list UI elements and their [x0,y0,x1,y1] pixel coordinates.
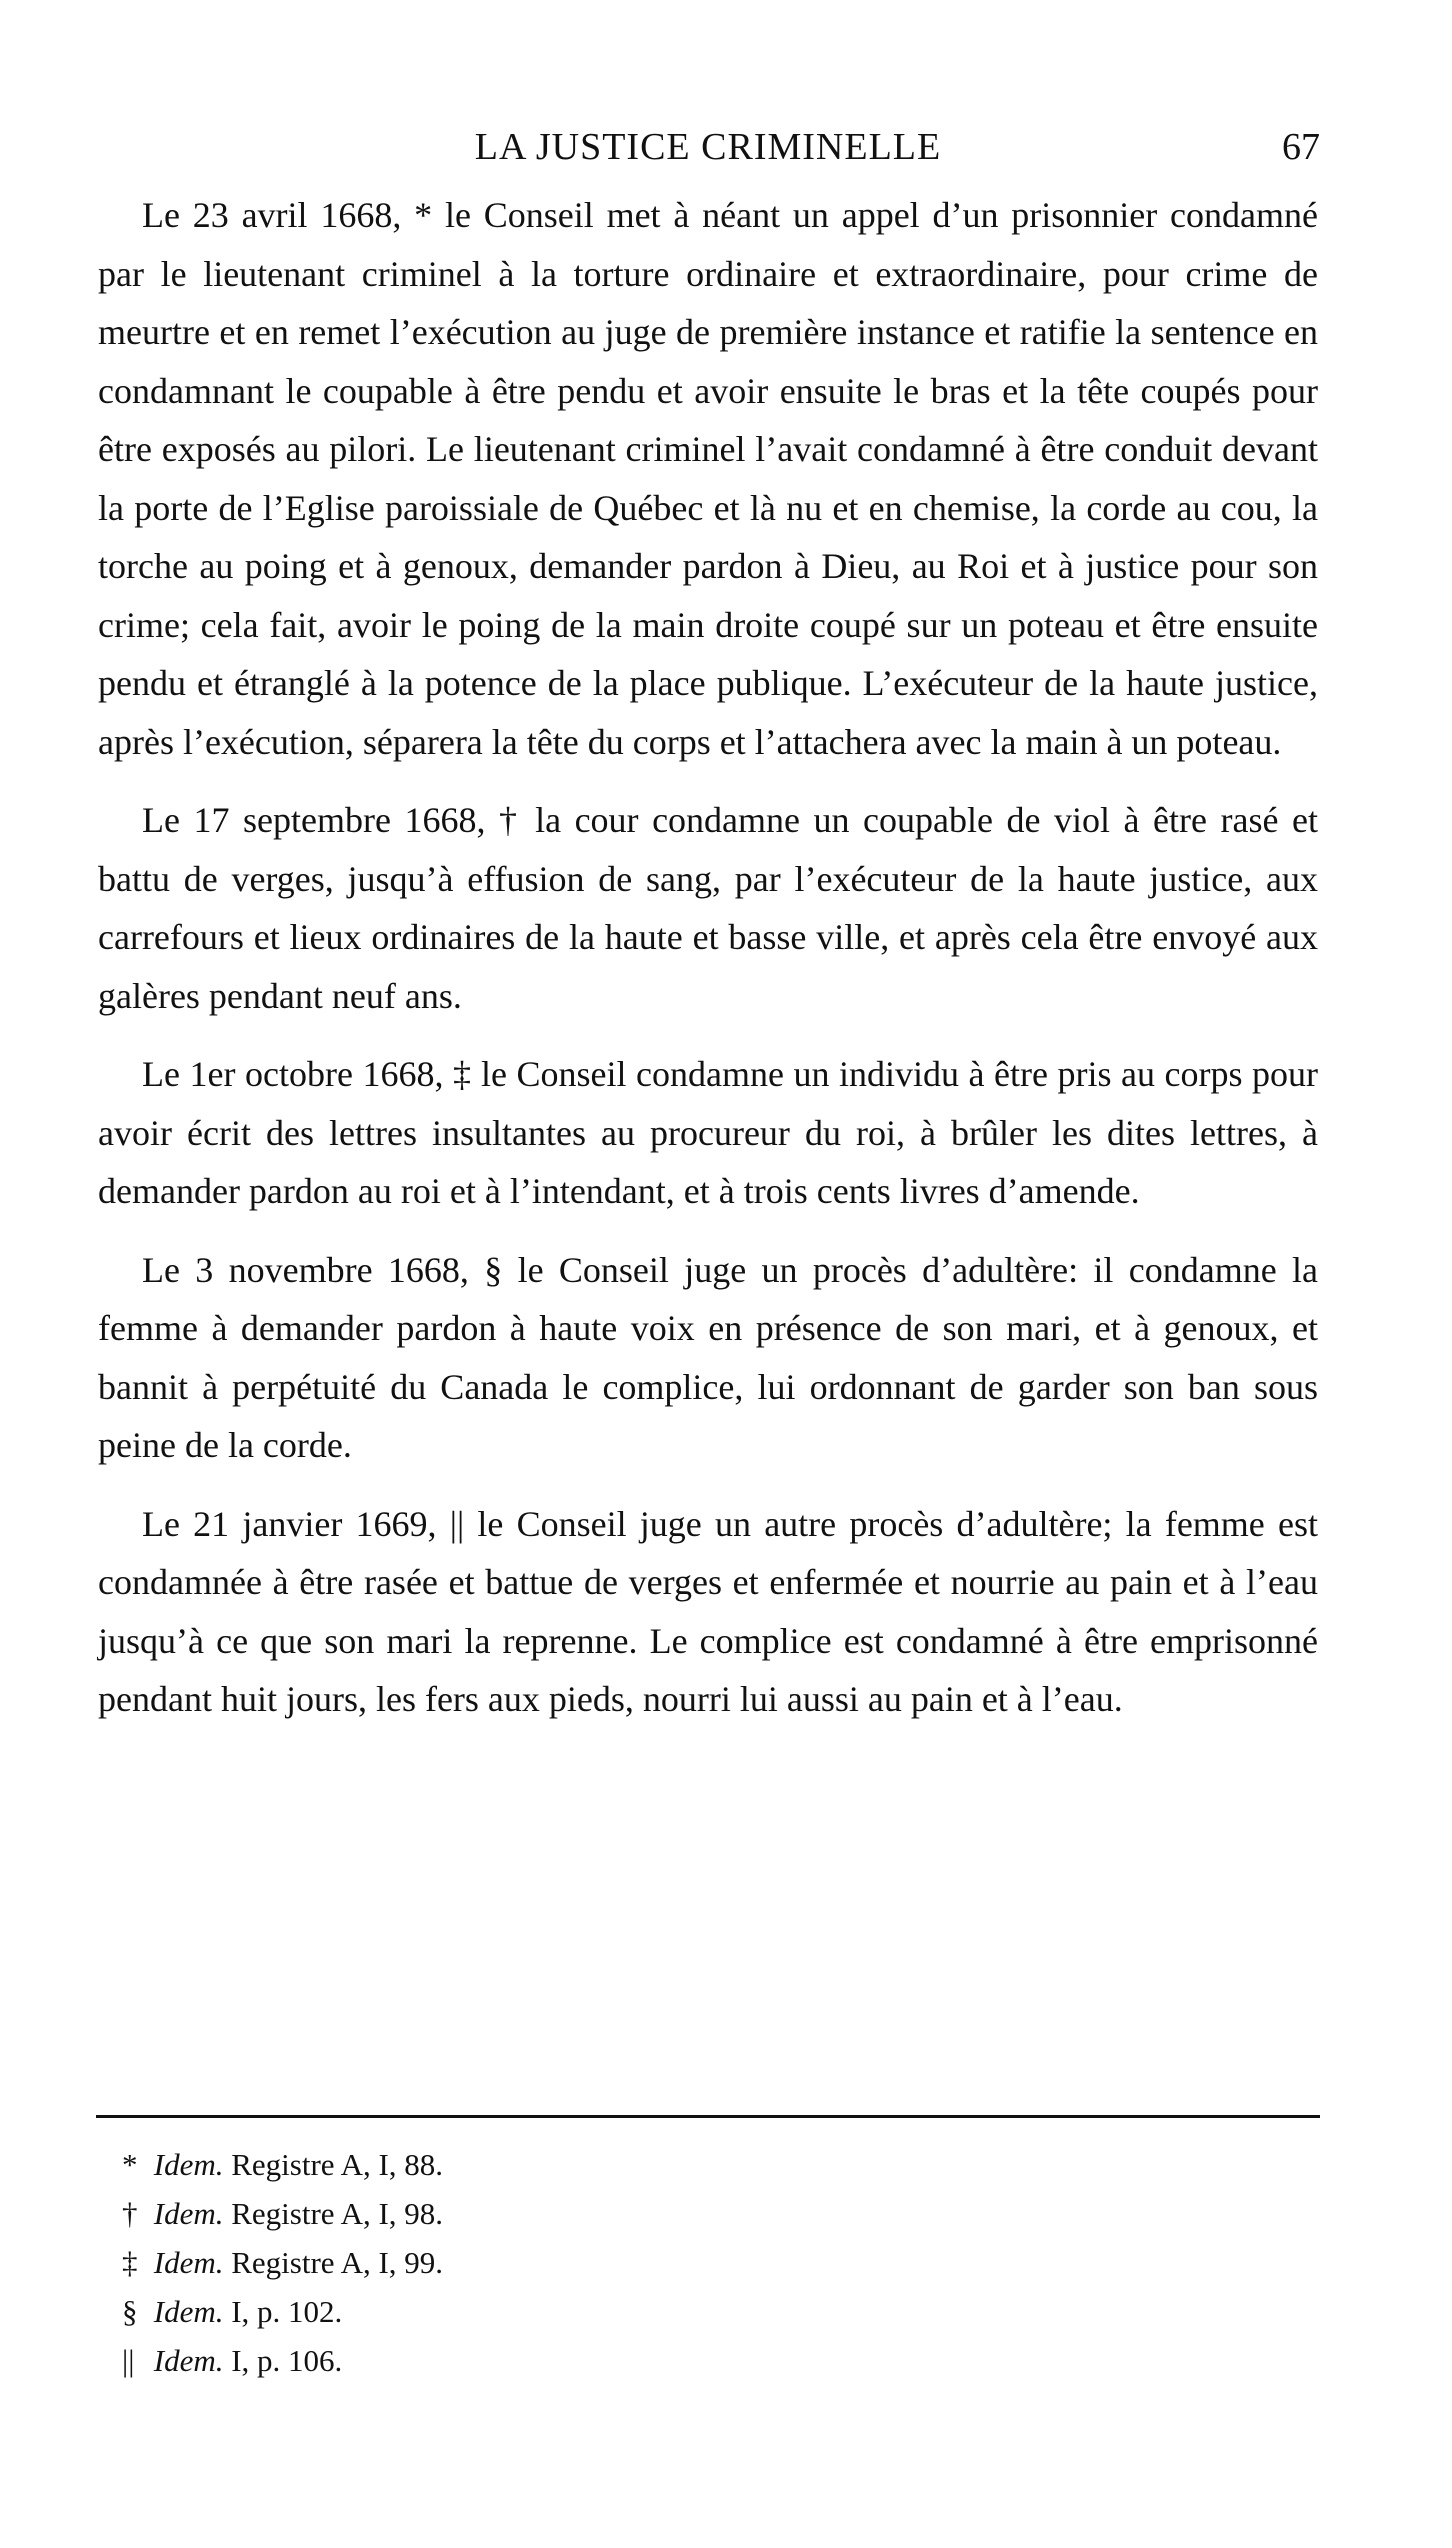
footnote-idem: Idem. [153,2245,224,2280]
paragraph-23-avril-1668: Le 23 avril 1668, * le Conseil met à néant un appel d’un prisonnier condamné par le lieutenant criminel à la torture ordinaire et extraordinaire, pour crime de meurtre et en remet l’exécution au juge de première instance et ratifie la sentence en condamnant le coupable à être pendu et avoir ensuite le bras et la tête coupés pour être exposés au pilori. Le lieutenant criminel l’avait condamné à être conduit devant la porte de l’Eglise paroissiale de Québec et là nu et en chemise, la corde au cou, la torche au poing et à genoux, demander pardon à Dieu, au Roi et à justice pour son crime; cela fait, avoir le poing de la main droite coupé sur un poteau et être ensuite pendu et étranglé à la potence de la place publique. L’exécuteur de la haute justice, après l’exécution, séparera la tête du corps et l’attachera avec la main à un poteau. [98,195,1318,762]
footnote-divider [96,2115,1320,2118]
running-title: LA JUSTICE CRIMINELLE [474,126,942,168]
paragraph-1er-octobre-1668: Le 1er octobre 1668, ‡ le Conseil condamne un individu à être pris au corps pour avoir écrit des lettres insultantes au procureur du roi, à brûler les dites lettres, à demander pardon au roi et à l’intendant, et à trois cents livres d’amende. [98,1054,1318,1211]
footnote-mark: § [122,2294,138,2329]
footnote-mark: † [122,2196,138,2231]
footnote [122,2336,822,2385]
footnote [122,2238,822,2287]
footnote-reference: Registre A, I, 99. [231,2245,444,2280]
paragraph-21-janvier-1669: Le 21 janvier 1669, || le Conseil juge un autre procès d’adultère; la femme est condamnée à être rasée et battue de verges et enfermée et nourrie au pain et à l’eau jusqu’à ce que son mari la reprenne. Le complice est condamné à être emprisonné pendant huit jours, les fers aux pieds, nourri lui aussi au pain et à l’eau. [98,1503,1318,1719]
footnotes [122,2140,822,2385]
paragraph-17-septembre-1668: Le 17 septembre 1668, † la cour condamne un coupable de viol à être rasé et battu de verges, jusqu’à effusion de sang, par l’exécuteur de la haute justice, aux carrefours et lieux ordinaires de la haute et basse ville, et après cela être envoyé aux galères pendant neuf ans. [98,800,1318,1016]
footnote-mark: * [122,2147,138,2182]
footnote [122,2140,822,2189]
footnote-reference: Registre A, I, 88. [231,2147,444,2182]
footnote-idem: Idem. [153,2147,224,2182]
running-head [96,122,1320,172]
footnote-idem: Idem. [153,2196,224,2231]
footnote-idem: Idem. [153,2294,224,2329]
footnote-reference: Registre A, I, 98. [231,2196,444,2231]
body-text [98,186,1318,1749]
footnote-reference: I, p. 106. [231,2343,343,2378]
paragraph-3-novembre-1668: Le 3 novembre 1668, § le Conseil juge un procès d’adultère: il condamne la femme à demander pardon à haute voix en présence de son mari, et à genoux, et bannit à perpétuité du Canada le complice, lui ordonnant de garder son ban sous peine de la corde. [98,1249,1318,1465]
footnote-idem: Idem. [153,2343,224,2378]
page-number: 67 [1282,126,1320,168]
footnote [122,2287,822,2336]
footnote [122,2189,822,2238]
footnote-reference: I, p. 102. [231,2294,343,2329]
footnote-mark: || [122,2343,135,2378]
footnote-mark: ‡ [122,2245,138,2280]
